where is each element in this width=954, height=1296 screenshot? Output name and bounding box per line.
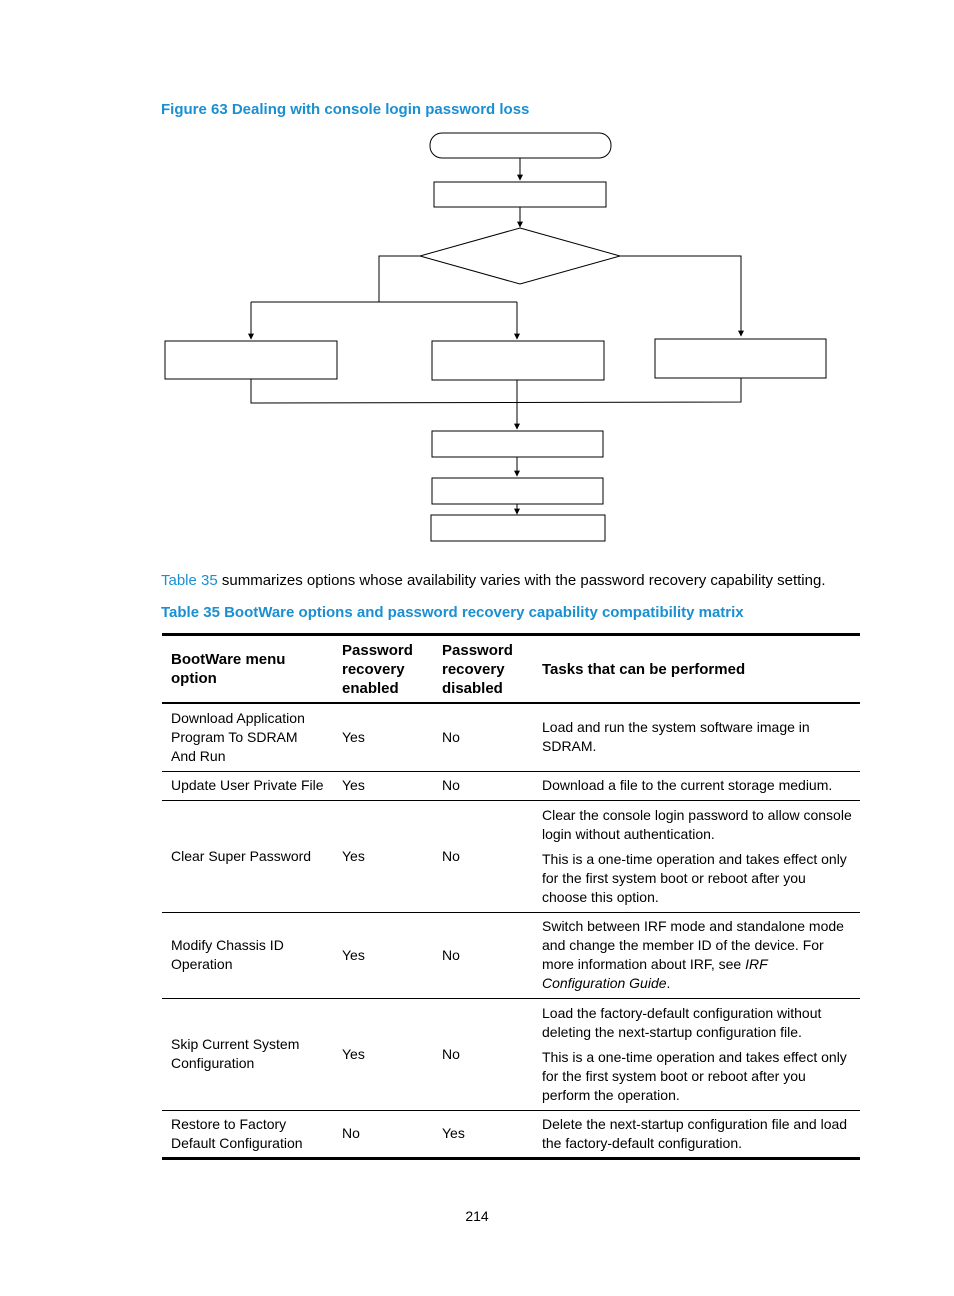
header-password-recovery-enabled: Password recovery enabled <box>333 635 433 704</box>
flow-connector <box>620 256 741 336</box>
irf-guide-reference: IRF Configuration Guide <box>542 956 768 991</box>
cell-disabled: No <box>433 998 533 1110</box>
cell-tasks <box>533 703 860 771</box>
table-row <box>162 771 860 800</box>
flow-start-terminal <box>430 133 611 158</box>
header-bootware-menu-option: BootWare menu option <box>162 635 333 704</box>
task-text: Clear the console login password to allow console login without authentication. <box>542 806 852 842</box>
cell-disabled: No <box>433 800 533 912</box>
compatibility-matrix-table <box>162 633 860 1160</box>
task-note: This is a one-time operation and takes effect only for the first system boot or reboot after you perform the operation. <box>542 1048 847 1103</box>
cell-enabled: Yes <box>333 703 433 771</box>
cell-option: Restore to Factory Default Configuration <box>171 1115 303 1151</box>
cell-tasks <box>533 800 860 912</box>
task-text: Load and run the system software image in SDRAM. <box>542 719 810 755</box>
flow-branch-box-left <box>165 341 337 379</box>
cell-tasks <box>533 771 860 800</box>
table-row <box>162 912 860 998</box>
cell-disabled: No <box>433 771 533 800</box>
flow-connector <box>379 256 420 302</box>
cell-enabled: Yes <box>333 912 433 998</box>
flow-decision-diamond <box>420 228 620 284</box>
cell-tasks <box>533 912 860 998</box>
task-text: Delete the next-startup configuration file and load the factory-default configuration. <box>542 1115 848 1151</box>
cell-tasks <box>533 998 860 1110</box>
cell-option: Clear Super Password <box>162 800 333 912</box>
task-text-prefix: Switch between IRF mode and standalone mode and change the member ID of the device. For more information about IRF, see <box>542 918 844 972</box>
header-password-recovery-disabled: Password recovery disabled <box>433 635 533 704</box>
flow-step-box <box>434 182 606 207</box>
cell-disabled: Yes <box>442 1125 465 1141</box>
header-tasks: Tasks that can be performed <box>533 635 860 704</box>
cell-enabled: Yes <box>333 771 433 800</box>
cell-enabled: Yes <box>333 998 433 1110</box>
flow-connector <box>251 378 741 403</box>
task-note: This is a one-time operation and takes effect only for the first system boot or reboot after you choose this option. <box>542 850 847 905</box>
table-row <box>162 1110 860 1158</box>
flow-step-box <box>432 478 603 504</box>
table-row <box>162 998 860 1110</box>
task-text: Download a file to the current storage medium. <box>542 777 833 793</box>
cell-tasks <box>533 1110 860 1158</box>
cell-option: Skip Current System Configuration <box>162 998 333 1110</box>
flow-step-box <box>431 515 605 541</box>
cell-disabled: No <box>433 912 533 998</box>
flow-step-box <box>432 431 603 457</box>
cell-enabled: Yes <box>333 800 433 912</box>
cell-option: Download Application Program To SDRAM And Run <box>162 703 333 771</box>
flowchart <box>0 0 954 560</box>
flow-branch-box-right <box>655 339 826 378</box>
task-text <box>542 917 852 993</box>
table-row <box>162 800 860 912</box>
table-row <box>162 703 860 771</box>
table-header-row <box>162 635 860 704</box>
table-xref-link[interactable]: Table 35 <box>161 572 218 589</box>
table-caption: Table 35 BootWare options and password recovery capability compatibility matrix <box>161 604 744 621</box>
cell-option: Update User Private File <box>162 771 333 800</box>
cell-enabled: No <box>342 1125 360 1141</box>
intro-text: summarizes options whose availability varies with the password recovery capability setting. <box>217 572 826 589</box>
cell-option: Modify Chassis ID Operation <box>162 912 333 998</box>
task-text: Load the factory-default configuration without deleting the next-startup configuration file. <box>542 1004 822 1040</box>
intro-paragraph <box>161 572 825 589</box>
page-number: 214 <box>465 1208 489 1224</box>
task-text-suffix: . <box>666 975 671 991</box>
figure-caption: Figure 63 Dealing with console login password loss <box>161 101 530 118</box>
flow-branch-box-center <box>432 341 604 380</box>
cell-disabled: No <box>433 703 533 771</box>
